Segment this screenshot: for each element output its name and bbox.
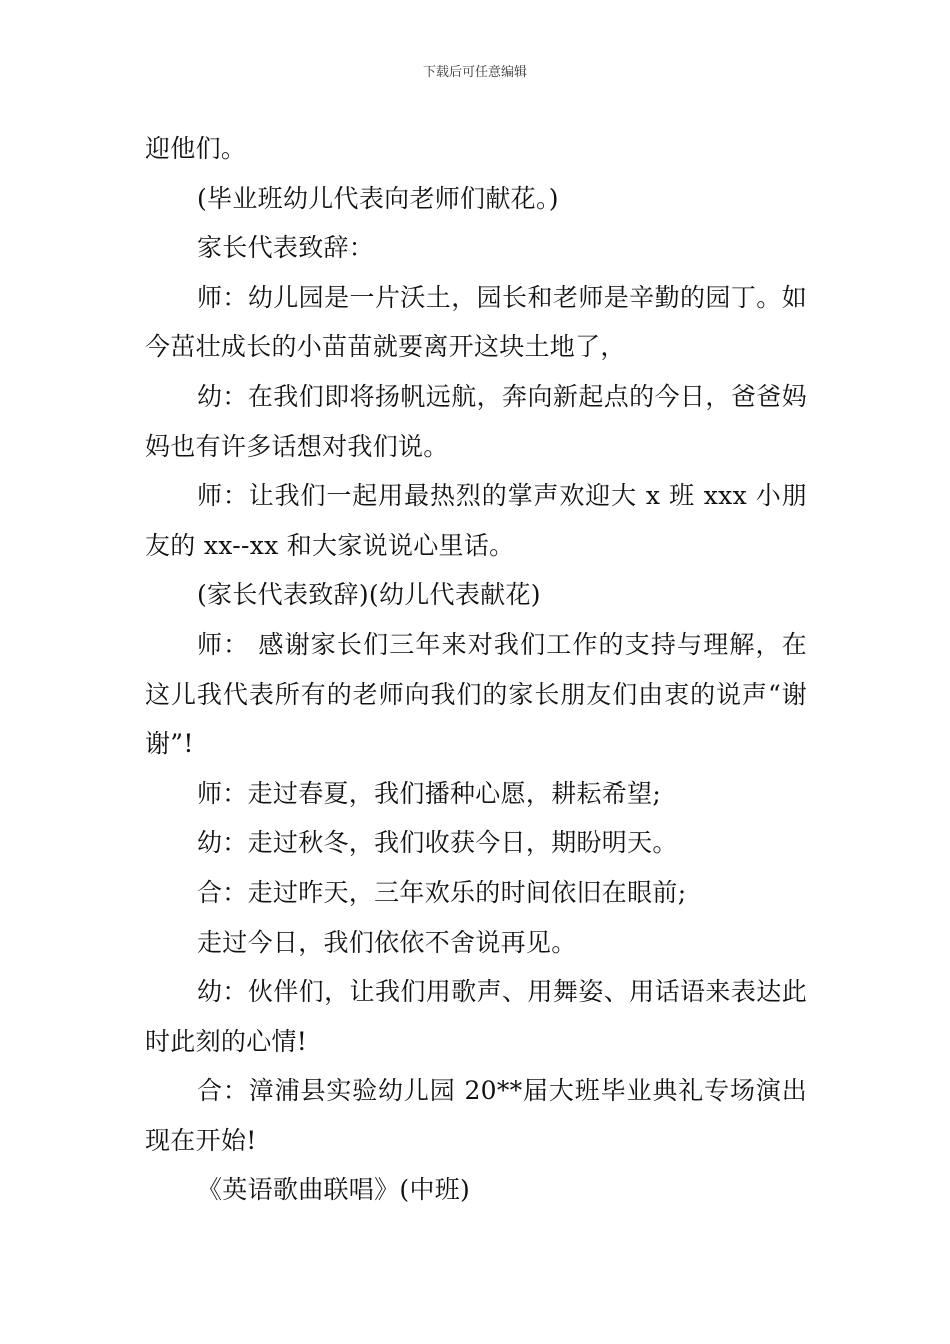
paragraph: 幼：在我们即将扬帆远航，奔向新起点的今日，爸爸妈妈也有许多话想对我们说。 — [145, 381, 807, 461]
paragraph: 师： 感谢家长们三年来对我们工作的支持与理解，在这儿我代表所有的老师向我们的家长朋友们由衷的说声“谢谢”! — [145, 629, 807, 759]
document-body — [145, 124, 807, 1215]
paragraph: 师：幼儿园是一片沃土，园长和老师是辛勤的园丁。如今茁壮成长的小苗苗就要离开这块土地了， — [145, 282, 807, 362]
paragraph: (毕业班幼儿代表向老师们献花。) — [197, 183, 559, 213]
paragraph: 师：走过春夏，我们播种心愿，耕耘希望; — [197, 778, 662, 808]
paragraph: 幼：伙伴们，让我们用歌声、用舞姿、用话语来表达此时此刻的心情! — [145, 977, 807, 1056]
paragraph: 走过今日，我们依依不舍说再见。 — [197, 927, 577, 957]
paragraph: 迎他们。 — [145, 134, 247, 163]
page-header-note: 下载后可任意编辑 — [422, 65, 527, 80]
paragraph: 合：漳浦县实验幼儿园 20**届大班毕业典礼专场演出现在开始! — [145, 1076, 807, 1155]
paragraph: (家长代表致辞)(幼儿代表献花) — [197, 580, 541, 610]
paragraph: 合：走过昨天，三年欢乐的时间依旧在眼前; — [197, 877, 687, 907]
paragraph: 家长代表致辞： — [197, 233, 375, 263]
paragraph: 《英语歌曲联唱》(中班) — [197, 1175, 471, 1205]
paragraph: 师：让我们一起用最热烈的掌声欢迎大 x 班 xxx 小朋友的 xx--xx 和大家说说心里话。 — [145, 481, 807, 560]
paragraph: 幼：走过秋冬，我们收获今日，期盼明天。 — [197, 828, 678, 858]
